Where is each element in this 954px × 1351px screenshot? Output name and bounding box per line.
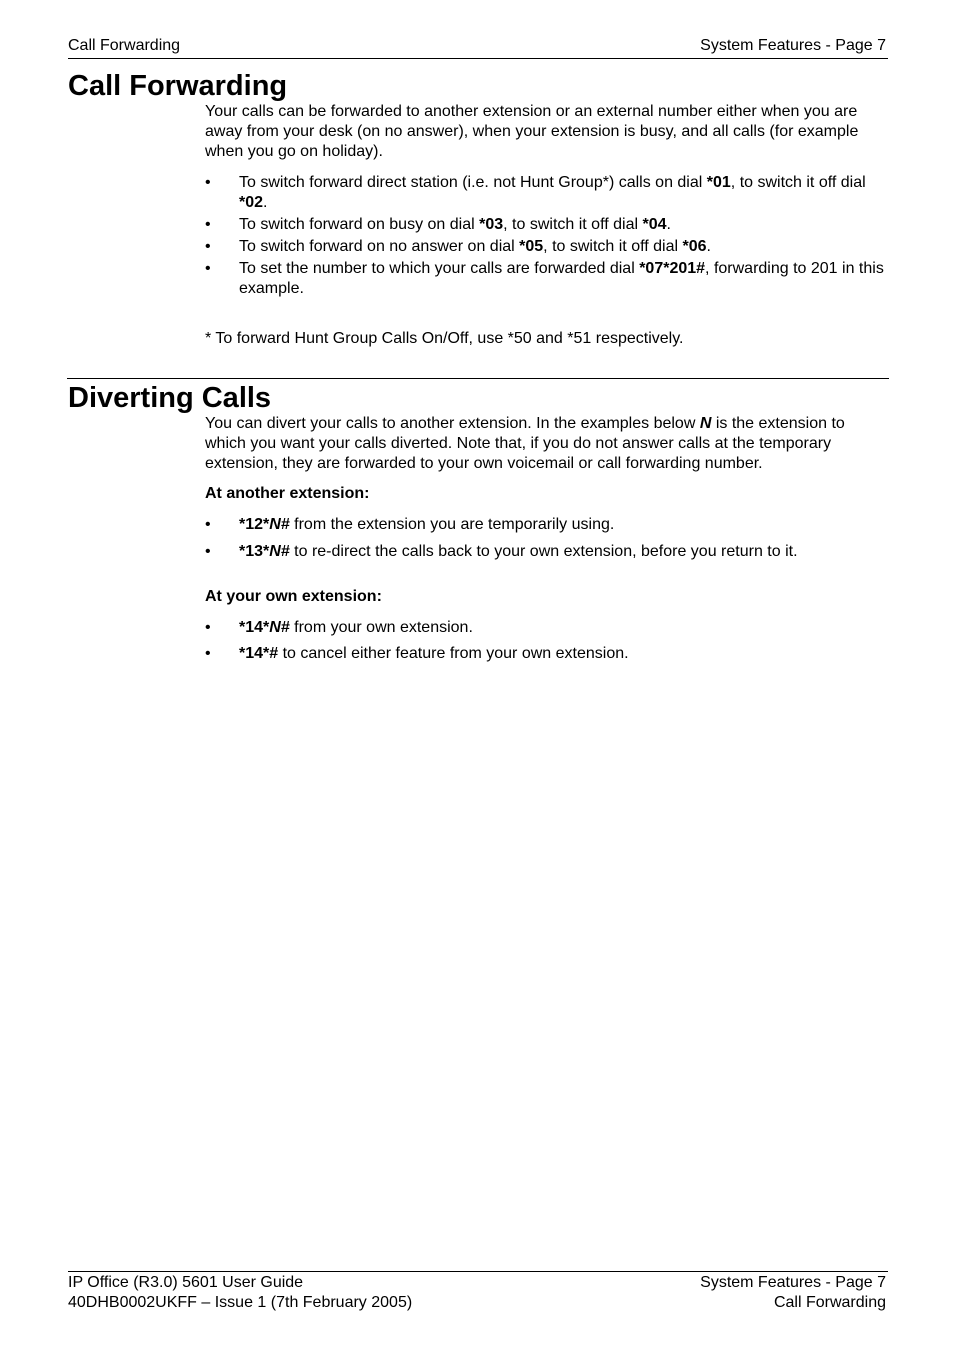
item-text: To set the number to which your calls are forwarded dial — [239, 260, 640, 277]
dial-code: *14* — [239, 619, 270, 636]
bullet: • — [205, 645, 211, 662]
page-header — [68, 36, 888, 59]
bullet: • — [205, 260, 211, 277]
list-item — [205, 542, 887, 562]
bullet: • — [205, 238, 211, 255]
header-page-number: System Features - Page 7 — [700, 37, 886, 54]
placeholder-n: N# — [269, 543, 290, 560]
placeholder-n: N# — [269, 619, 290, 636]
item-text: . — [706, 238, 711, 255]
page-footer — [68, 1271, 888, 1312]
another-extension-list — [205, 515, 887, 562]
item-text: . — [666, 216, 671, 233]
list-item — [205, 173, 887, 213]
footer-page-number: System Features - Page 7 — [700, 1274, 886, 1291]
item-text: , forwarding to 201 in this example. — [239, 260, 884, 297]
item-text: To switch forward on busy on dial — [239, 216, 480, 233]
item-text: To switch forward direct station (i.e. not Hunt Group*) calls on dial — [239, 174, 707, 191]
item-text: , to switch it off dial — [503, 216, 643, 233]
diverting-calls-heading: Diverting Calls — [68, 382, 272, 414]
item-text: , to switch it off dial — [543, 238, 683, 255]
list-item — [205, 515, 887, 535]
own-extension-heading: At your own extension: — [205, 588, 382, 605]
call-forwarding-list — [205, 173, 887, 299]
item-text: To switch forward on no answer on dial — [239, 238, 520, 255]
dial-code: *04 — [642, 216, 667, 233]
dial-code: *14*# — [239, 645, 279, 662]
list-item — [205, 237, 887, 257]
dial-code: *05 — [519, 238, 544, 255]
list-item — [205, 644, 887, 664]
own-extension-list — [205, 618, 887, 664]
header-section-title: Call Forwarding — [68, 37, 181, 54]
call-forwarding-section — [205, 102, 887, 349]
item-text: . — [263, 194, 268, 211]
dial-code: *01 — [706, 174, 731, 191]
diverting-calls-section — [205, 414, 887, 664]
dial-code: *13* — [239, 543, 270, 560]
intro-text: You can divert your calls to another extension. In the examples below — [205, 415, 700, 432]
dial-code: *06 — [682, 238, 707, 255]
footer-document-title: IP Office (R3.0) 5601 User Guide — [68, 1274, 304, 1291]
dial-code: *12* — [239, 516, 270, 533]
item-text: from the extension you are temporarily using. — [289, 516, 615, 533]
footer-issue: 40DHB0002UKFF – Issue 1 (7th February 2005) — [68, 1294, 413, 1311]
footer-section-title: Call Forwarding — [773, 1294, 886, 1311]
item-text: from your own extension. — [289, 619, 473, 636]
item-text: to cancel either feature from your own extension. — [278, 645, 629, 662]
dial-code: *07*201# — [639, 260, 706, 277]
dial-code: *02 — [239, 194, 264, 211]
list-item — [205, 215, 887, 235]
another-extension-heading: At another extension: — [205, 485, 370, 502]
list-item — [205, 259, 887, 299]
footer-row — [68, 1272, 888, 1292]
bullet: • — [205, 174, 211, 191]
intro-text: is the extension to which you want your calls diverted. Note that, if you do not answer calls at the temporary extension, they are forwarded to your own voicemail or call forwarding number. — [205, 415, 845, 472]
section-divider — [67, 378, 889, 379]
diverting-calls-intro — [205, 414, 887, 474]
bullet: • — [205, 516, 211, 533]
dial-code: *03 — [479, 216, 504, 233]
placeholder-n: N# — [269, 516, 290, 533]
item-text: , to switch it off dial — [730, 174, 866, 191]
hunt-group-note: * To forward Hunt Group Calls On/Off, use *50 and *51 respectively. — [205, 330, 684, 347]
call-forwarding-intro: Your calls can be forwarded to another extension or an external number either when you are away from your desk (on no answer), when your extension is busy, and all calls (for example when you go on holiday). — [205, 103, 859, 160]
bullet: • — [205, 543, 211, 560]
bullet: • — [205, 619, 211, 636]
bullet: • — [205, 216, 211, 233]
list-item — [205, 618, 887, 638]
footer-row — [68, 1292, 888, 1312]
call-forwarding-heading: Call Forwarding — [68, 70, 288, 102]
placeholder-n: N — [699, 415, 712, 432]
item-text: to re-direct the calls back to your own extension, before you return to it. — [289, 543, 798, 560]
